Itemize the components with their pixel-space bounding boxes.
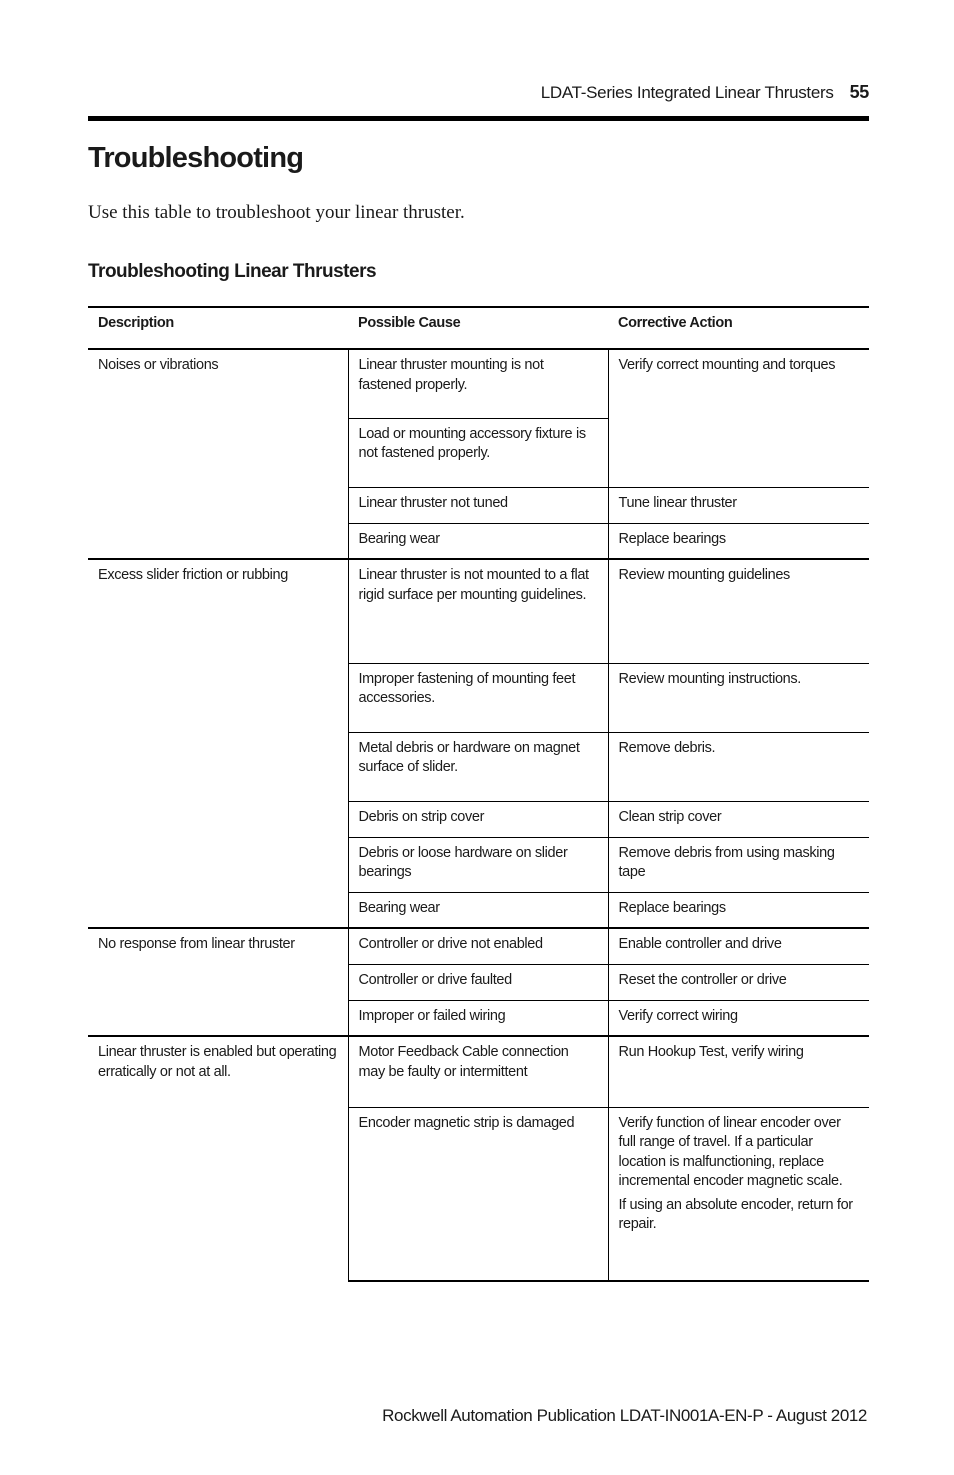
- action-cell: Tune linear thruster: [608, 487, 869, 523]
- action-cell: Reset the controller or drive: [608, 964, 869, 1000]
- cause-cell: Bearing wear: [348, 892, 608, 928]
- troubleshooting-table: [88, 306, 869, 1282]
- cause-cell: Controller or drive faulted: [348, 964, 608, 1000]
- cause-cell: Motor Feedback Cable connection may be faulty or intermittent: [348, 1036, 608, 1107]
- action-cell: Verify correct mounting and torques: [608, 349, 869, 487]
- page-footer: Rockwell Automation Publication LDAT-IN001A-EN-P - August 2012: [382, 1406, 867, 1425]
- description-cell: Noises or vibrations: [88, 349, 348, 559]
- action-cell: Remove debris from using masking tape: [608, 837, 869, 892]
- column-header-cause: Possible Cause: [348, 307, 608, 349]
- action-cell: Review mounting guidelines: [608, 559, 869, 663]
- header-rule: [88, 116, 869, 121]
- cause-cell: Metal debris or hardware on magnet surface of slider.: [348, 732, 608, 801]
- table-row: [88, 349, 869, 418]
- cause-cell: Load or mounting accessory fixture is not fastened properly.: [348, 418, 608, 487]
- table-header-row: [88, 307, 869, 349]
- table-caption: Troubleshooting Linear Thrusters: [88, 261, 377, 282]
- intro-text: Use this table to troubleshoot your linear thruster.: [88, 202, 465, 223]
- description-cell: Linear thruster is enabled but operating erratically or not at all.: [88, 1036, 348, 1281]
- description-cell: Excess slider friction or rubbing: [88, 559, 348, 928]
- action-cell: Review mounting instructions.: [608, 663, 869, 732]
- cause-cell: Controller or drive not enabled: [348, 928, 608, 964]
- action-cell: [608, 1107, 869, 1281]
- cause-cell: Linear thruster mounting is not fastened properly.: [348, 349, 608, 418]
- action-cell: Clean strip cover: [608, 801, 869, 837]
- description-cell: No response from linear thruster: [88, 928, 348, 1036]
- column-header-description: Description: [88, 307, 348, 349]
- action-cell: Remove debris.: [608, 732, 869, 801]
- table-row: [88, 559, 869, 663]
- cause-cell: Improper or failed wiring: [348, 1000, 608, 1036]
- action-text: Verify function of linear encoder over full range of travel. If a particular location is malfunctioning, replace incremental encoder magnetic scale.: [618, 1114, 843, 1189]
- section-title: Troubleshooting: [88, 142, 304, 174]
- table-row: [88, 1036, 869, 1107]
- cause-cell: Debris or loose hardware on slider bearings: [348, 837, 608, 892]
- action-cell: Run Hookup Test, verify wiring: [608, 1036, 869, 1107]
- action-note: If using an absolute encoder, return for repair.: [618, 1196, 853, 1232]
- action-cell: Verify correct wiring: [608, 1000, 869, 1036]
- cause-cell: Linear thruster not tuned: [348, 487, 608, 523]
- cause-cell: Encoder magnetic strip is damaged: [348, 1107, 608, 1281]
- cause-cell: Debris on strip cover: [348, 801, 608, 837]
- page-number: 55: [849, 82, 869, 102]
- action-cell: Replace bearings: [608, 523, 869, 559]
- cause-cell: Bearing wear: [348, 523, 608, 559]
- cause-cell: Linear thruster is not mounted to a flat rigid surface per mounting guidelines.: [348, 559, 608, 663]
- action-cell: Replace bearings: [608, 892, 869, 928]
- header-title: LDAT-Series Integrated Linear Thrusters: [540, 83, 834, 102]
- running-header: [88, 82, 869, 103]
- column-header-action: Corrective Action: [608, 307, 869, 349]
- action-cell: Enable controller and drive: [608, 928, 869, 964]
- cause-cell: Improper fastening of mounting feet accessories.: [348, 663, 608, 732]
- table-row: [88, 928, 869, 964]
